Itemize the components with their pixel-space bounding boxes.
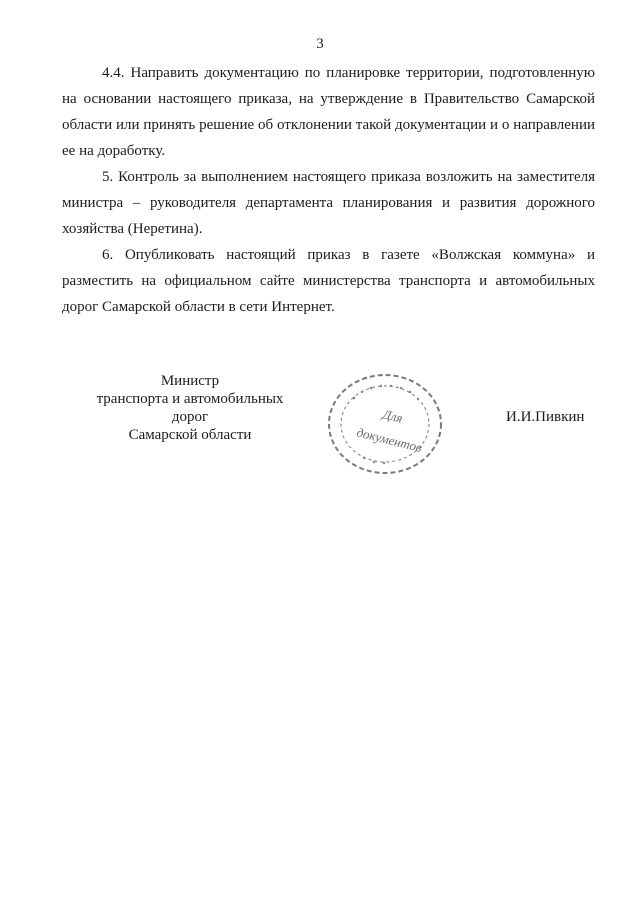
signer-title-line-3: Самарской области	[128, 427, 252, 443]
signer-title	[90, 372, 290, 444]
paragraph-5: 5. Контроль за выполнением настоящего приказа возложить на заместителя министра – руководителя департамента планирования и развития дорожного хозяйства (Неретина).	[62, 169, 595, 237]
paragraph-6: 6. Опубликовать настоящий приказ в газете «Волжская коммуна» и разместить на официальном сайте министерства транспорта и автомобильных дорог Самарской области в сети Интернет.	[62, 247, 595, 315]
stamp-text-line-2: документов	[355, 424, 424, 456]
document-body	[62, 60, 595, 320]
signer-title-line-1: Министр	[160, 373, 220, 389]
official-stamp	[324, 370, 446, 478]
signature-block	[0, 370, 640, 480]
page-number: 3	[316, 36, 324, 52]
signer-title-line-2: транспорта и автомобильных дорог	[96, 391, 284, 425]
stamp-text-line-1: Для	[381, 406, 405, 426]
paragraph-4-4: 4.4. Направить документацию по планировке территории, подготовленную на основании настоящего приказа, на утверждение в Правительство Самарской области или принять решение об отклонении такой документации и о направлении ее на доработку.	[62, 65, 595, 159]
signer-name: И.И.Пивкин	[506, 409, 585, 425]
